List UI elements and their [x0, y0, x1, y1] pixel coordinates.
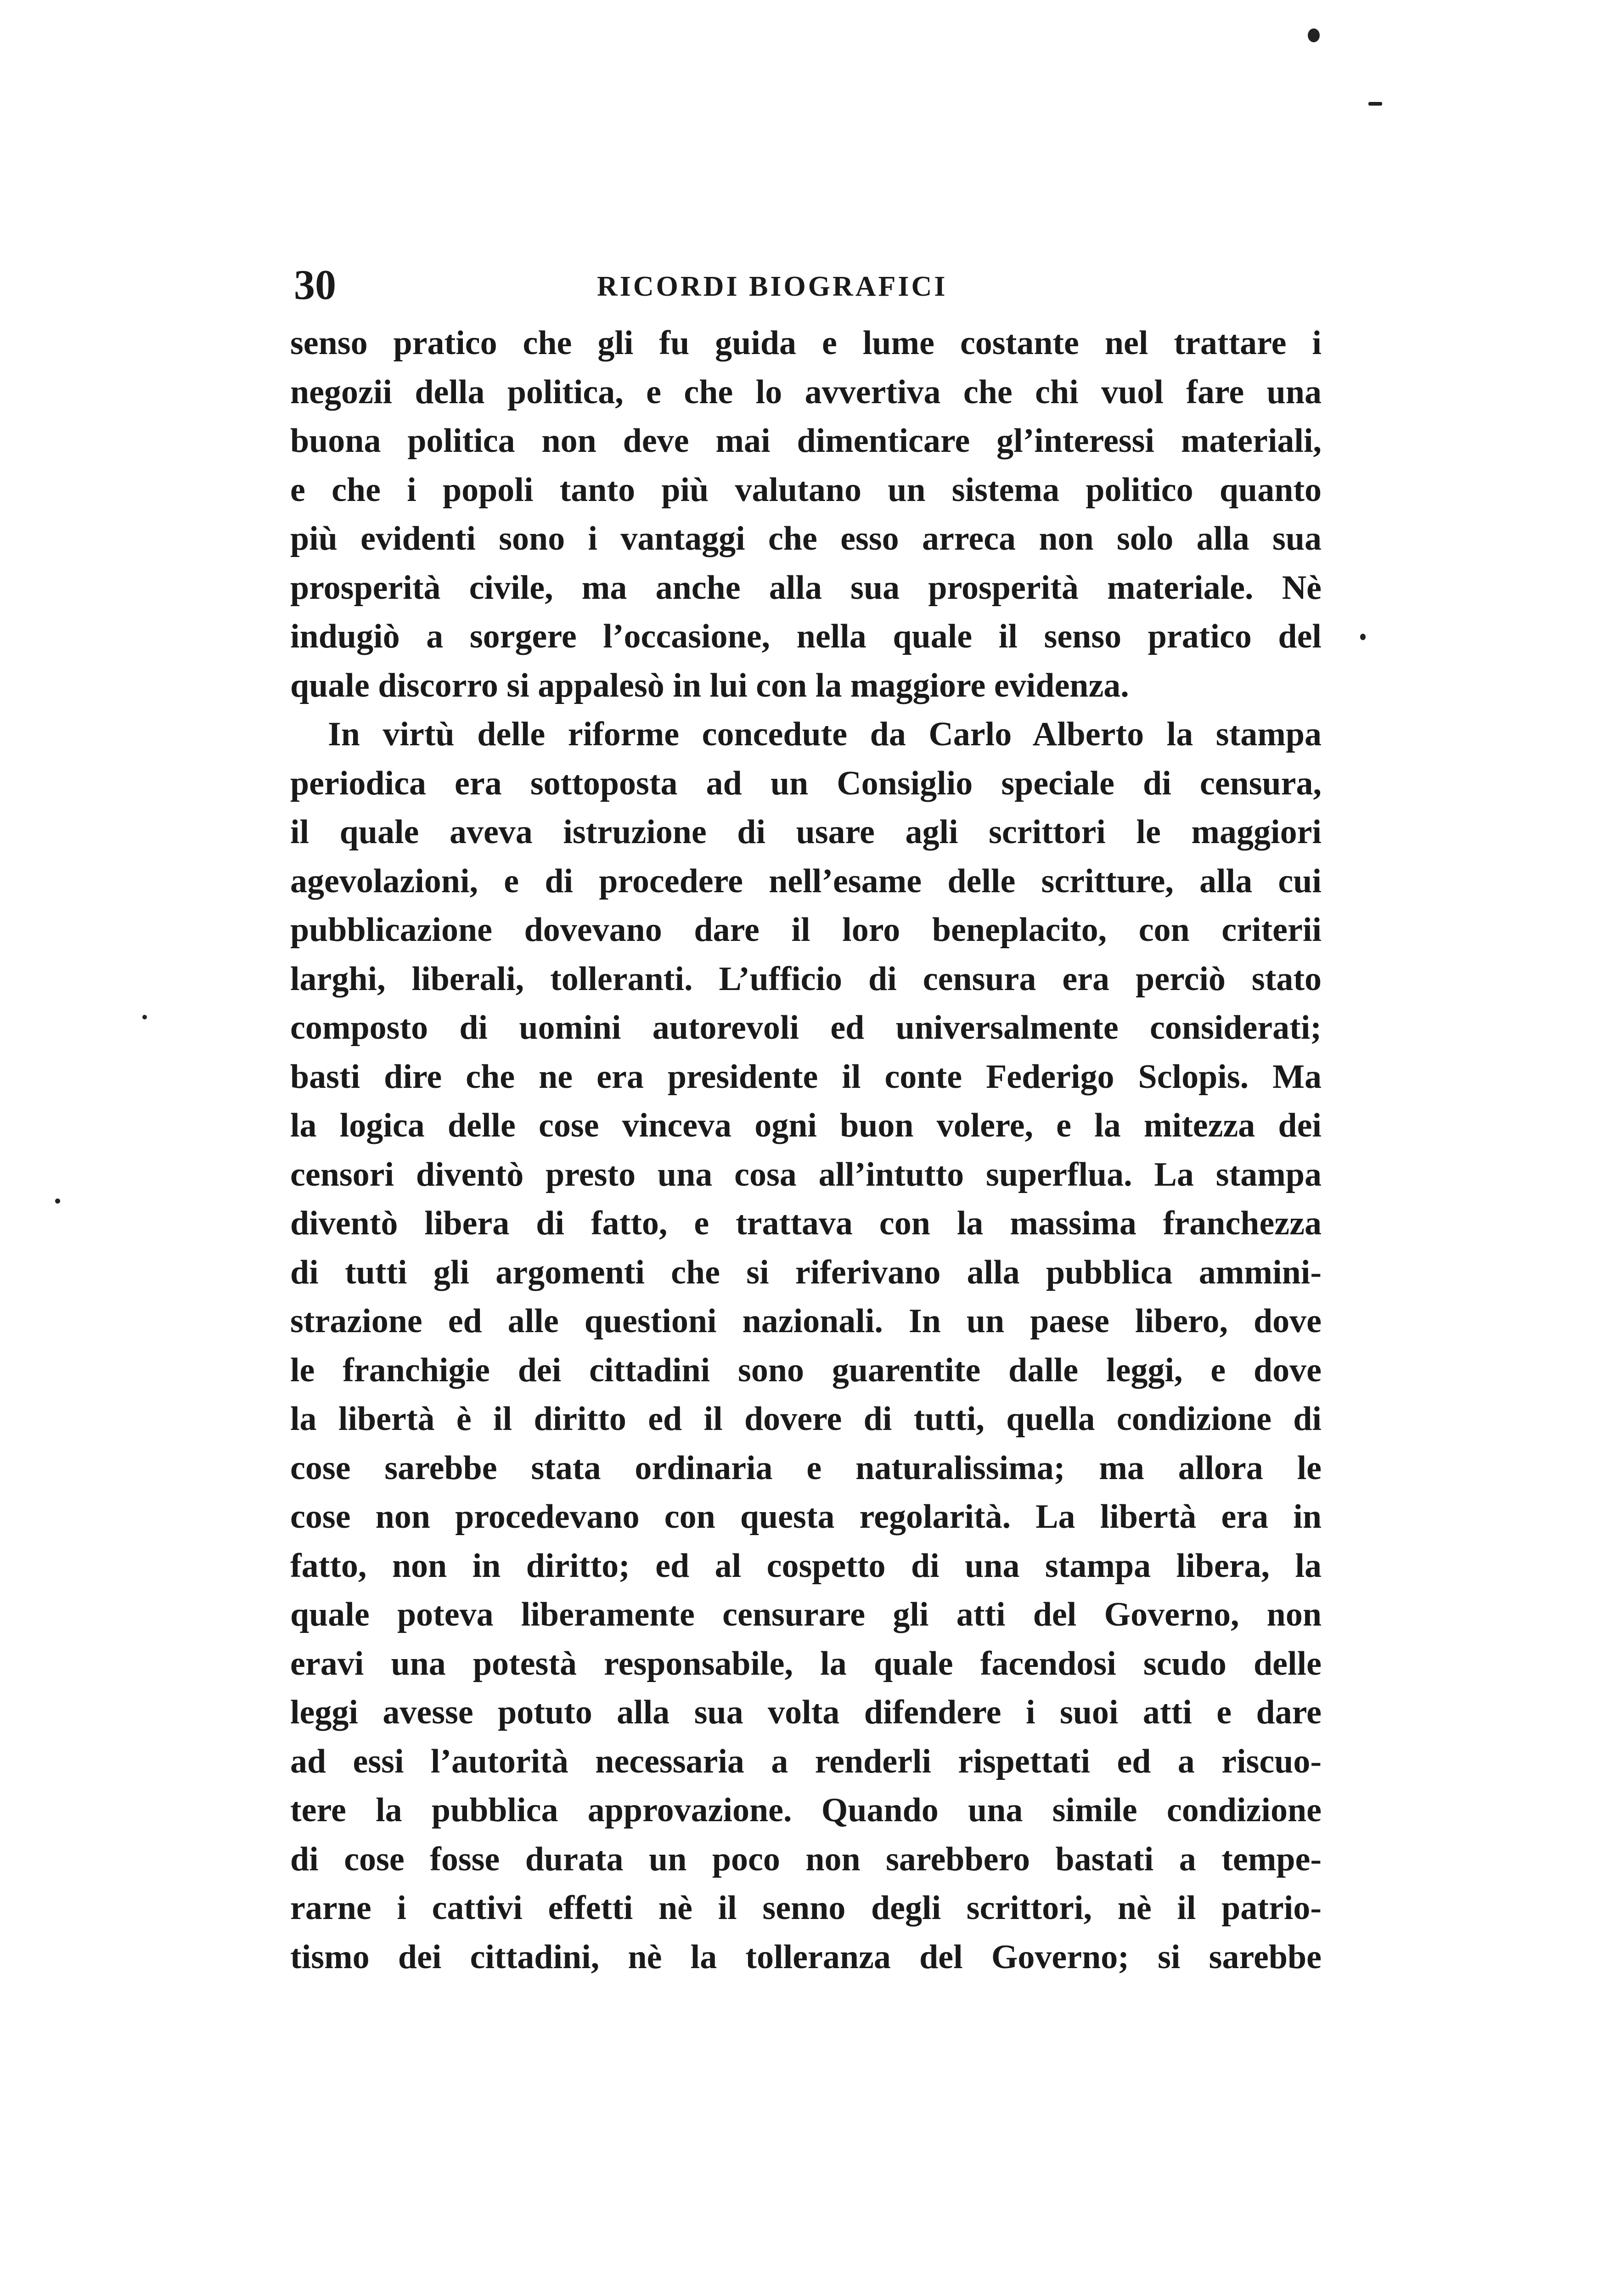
ink-speck	[1360, 634, 1366, 640]
text-line: la libertà è il diritto ed il dovere di tutti, quella condizione di	[290, 1400, 1322, 1438]
body-text	[290, 319, 1322, 1981]
paragraph	[290, 319, 1322, 710]
text-line: pubblicazione dovevano dare il loro beneplacito, con criterii	[290, 911, 1322, 949]
text-line: di cose fosse durata un poco non sarebbero bastati a tempe-	[290, 1840, 1322, 1878]
text-line: cose non procedevano con questa regolarità. La libertà era in	[290, 1498, 1322, 1536]
text-line: tismo dei cittadini, nè la tolleranza del Governo; si sarebbe	[290, 1938, 1322, 1976]
ink-speck	[142, 1015, 147, 1019]
paragraph	[290, 710, 1322, 1981]
text-line: In virtù delle riforme concedute da Carlo Alberto la stampa	[328, 715, 1322, 753]
ink-speck	[1368, 102, 1382, 106]
text-line: senso pratico che gli fu guida e lume costante nel trattare i	[290, 324, 1322, 362]
text-line: diventò libera di fatto, e trattava con la massima franchezza	[290, 1204, 1322, 1242]
text-line: tere la pubblica approvazione. Quando una simile condizione	[290, 1791, 1322, 1829]
text-line: il quale aveva istruzione di usare agli scrittori le maggiori	[290, 813, 1322, 851]
text-line: buona politica non deve mai dimenticare gl’interessi materiali,	[290, 422, 1322, 460]
text-line: prosperità civile, ma anche alla sua prosperità materiale. Nè	[290, 568, 1322, 607]
text-line: quale discorro si appalesò in lui con la maggiore evidenza.	[290, 666, 1129, 704]
text-line: periodica era sottoposta ad un Consiglio speciale di censura,	[290, 764, 1322, 802]
text-line: strazione ed alle questioni nazionali. In un paese libero, dove	[290, 1302, 1322, 1340]
text-line: rarne i cattivi effetti nè il senno degli scrittori, nè il patrio-	[290, 1889, 1322, 1927]
ink-speck	[1308, 28, 1320, 42]
text-line: negozii della politica, e che lo avvertiva che chi vuol fare una	[290, 373, 1322, 411]
text-line: censori diventò presto una cosa all’intutto superflua. La stampa	[290, 1155, 1322, 1193]
text-line: cose sarebbe stata ordinaria e naturalissima; ma allora le	[290, 1449, 1322, 1487]
text-line: quale poteva liberamente censurare gli atti del Governo, non	[290, 1596, 1322, 1633]
running-head: RICORDI BIOGRAFICI	[597, 271, 948, 302]
text-line: le franchigie dei cittadini sono guarentite dalle leggi, e dove	[290, 1351, 1322, 1389]
text-line: più evidenti sono i vantaggi che esso arreca non solo alla sua	[290, 520, 1322, 557]
text-line: di tutti gli argomenti che si riferivano alla pubblica ammini-	[290, 1253, 1322, 1291]
text-line: indugiò a sorgere l’occasione, nella quale il senso pratico del	[290, 618, 1322, 655]
page-header	[294, 257, 1322, 312]
text-line: composto di uomini autorevoli ed universalmente considerati;	[290, 1009, 1322, 1047]
text-line: basti dire che ne era presidente il conte Federigo Sclopis. Ma	[290, 1058, 1322, 1096]
page-number: 30	[294, 261, 336, 308]
text-line: eravi una potestà responsabile, la quale facendosi scudo delle	[290, 1644, 1322, 1683]
text-line: la logica delle cose vinceva ogni buon volere, e la mitezza dei	[290, 1107, 1322, 1144]
text-line: leggi avesse potuto alla sua volta difendere i suoi atti e dare	[290, 1694, 1322, 1731]
ink-speck	[55, 1199, 60, 1204]
text-line: fatto, non in diritto; ed al cospetto di una stampa libera, la	[290, 1547, 1322, 1585]
text-line: e che i popoli tanto più valutano un sistema politico quanto	[290, 471, 1322, 509]
text-line: agevolazioni, e di procedere nell’esame delle scritture, alla cui	[290, 862, 1322, 900]
text-line: ad essi l’autorità necessaria a renderli rispettati ed a riscuo-	[290, 1742, 1322, 1780]
text-line: larghi, liberali, tolleranti. L’ufficio di censura era perciò stato	[290, 960, 1322, 998]
